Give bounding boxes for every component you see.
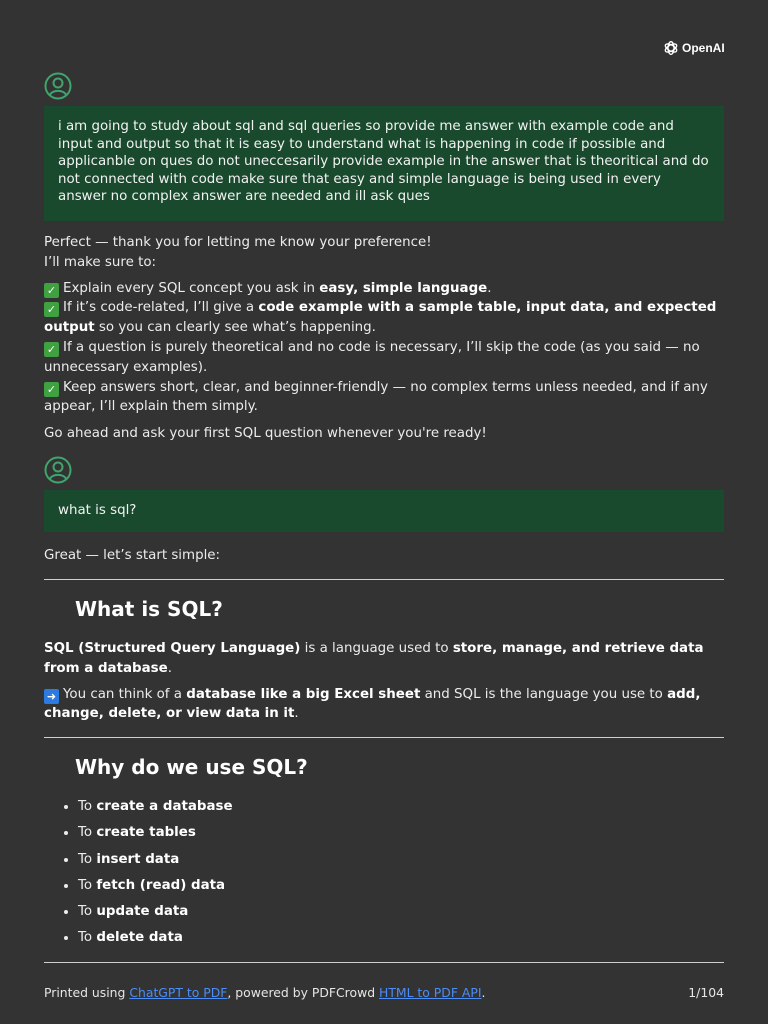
openai-logo [663,40,725,56]
item-text: If it’s code-related, I’ll give a [63,300,259,316]
assistant-text: Great — let’s start simple: [44,548,221,563]
assistant-text: Perfect — thank you for letting me know your preference! [44,235,432,250]
bold-text: create a database [96,799,233,814]
check-mark-icon: ✓ [44,302,59,317]
assistant-message [44,233,726,444]
list-item [78,899,233,925]
check-mark-icon: ✓ [44,283,59,298]
checklist-item [44,338,726,378]
user-message [44,106,724,221]
footer-credit [44,985,485,1000]
checklist-item [44,279,726,299]
bold-text: delete data [96,930,183,946]
user-message-text: what is sql? [58,503,137,518]
print-footer [44,985,724,1000]
text: To [78,930,97,946]
user-message [44,490,724,532]
list-item [78,873,233,899]
divider [44,737,724,738]
text: You can think of a [63,686,187,702]
item-text: Keep answers short, clear, and beginner-friendly — no complex terms unless needed, and if any appear, I’ll explain them simply. [44,379,708,415]
section-heading: What is SQL? [75,597,223,621]
item-text: Explain every SQL concept you ask in [63,280,320,296]
footer-text: , powered by PDFCrowd [227,985,380,1000]
bold-text: database like a big Excel sheet [186,686,421,702]
text: . [167,660,172,676]
bold-text: SQL (Structured Query Language) [44,641,301,656]
item-bold-text: easy, simple language [319,280,488,296]
definition-paragraph [44,639,726,679]
item-text: so you can clearly see what’s happening. [94,320,376,336]
page-number: 1/104 [688,985,724,1000]
list-item [78,794,233,820]
html-to-pdf-api-link[interactable]: HTML to PDF API [379,985,482,1000]
check-mark-icon: ✓ [44,382,59,397]
bold-text: insert data [96,851,180,867]
text: and SQL is the language you use to [420,686,668,702]
checklist-item [44,298,726,338]
footer-text: . [481,985,486,1000]
list-item [78,820,233,846]
chatgpt-to-pdf-link[interactable]: ChatGPT to PDF [129,985,228,1000]
text: To [78,825,97,841]
assistant-text: I’ll make sure to: [44,254,157,270]
user-avatar-icon [44,72,72,100]
logo-text: OpenAI [682,41,725,55]
assistant-intro [44,546,726,566]
text: To [78,851,97,867]
user-message-text: i am going to study about sql and sql queries so provide me answer with example code and input and output so that it is easy to understand what is happening in code if possible and applicanble on ques do not uneccesarily provide example in the answer that is theoritical and do not connected with code make sure that easy and simple language is being used in every answer no complex answer are needed and ill ask ques [58,119,709,204]
right-arrow-icon: ➜ [44,689,59,704]
item-bold-text: code example with a sample table, input data, and expected output [44,300,717,336]
footer-text: Printed using [44,985,130,1000]
item-text: . [487,280,492,296]
openai-knot-icon [663,40,679,56]
item-text: If a question is purely theoretical and no code is necessary, I’ll skip the code (as you said — no unnecessary examples). [44,339,700,375]
user-avatar-icon [44,456,72,484]
list-item [78,847,233,873]
text: To [78,904,97,920]
text: . [294,706,299,722]
check-mark-icon: ✓ [44,342,59,357]
text: is a language used to [300,641,453,656]
bold-text: store, manage, and retrieve data from a database [44,641,704,676]
uses-list [44,794,233,952]
list-item [78,925,233,951]
analogy-paragraph [44,685,726,725]
text: To [78,877,97,893]
section-body [44,639,726,724]
assistant-text: Go ahead and ask your first SQL question whenever you're ready! [44,426,487,442]
section-heading: Why do we use SQL? [75,755,308,779]
divider [44,962,724,963]
divider [44,579,724,580]
checklist-item [44,378,726,418]
bold-text: create tables [96,825,196,841]
bold-text: update data [96,904,189,920]
bold-text: fetch (read) data [96,877,226,893]
bold-text: add, change, delete, or view data in it [44,686,701,722]
text: To [78,799,97,814]
